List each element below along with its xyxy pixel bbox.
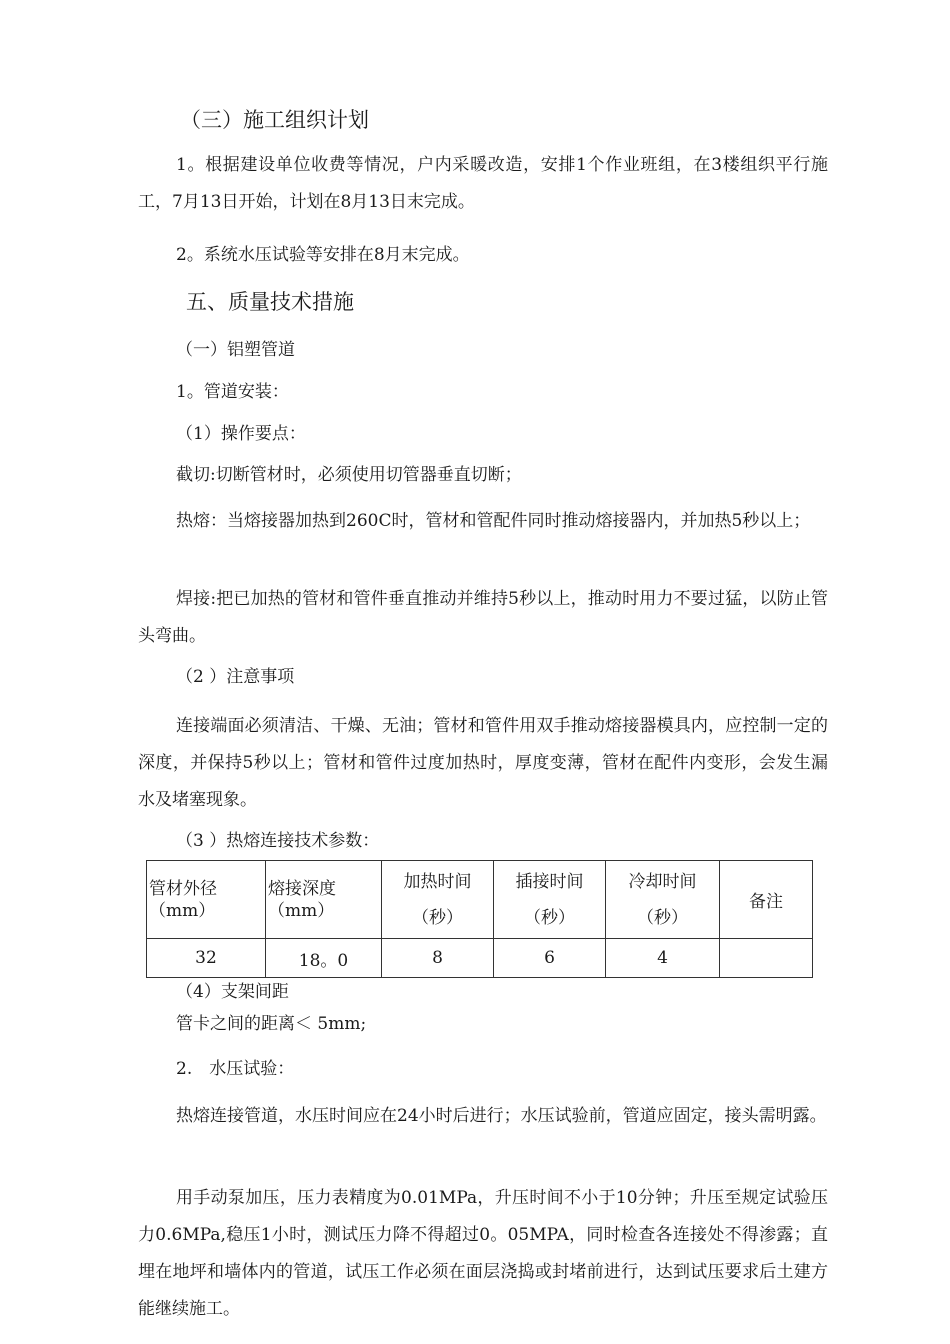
item-heading-hydrostatic-test: 2. 水压试验：: [176, 1059, 295, 1079]
cell-remarks: [720, 939, 813, 978]
item-heading-pipe-installation: 1。管道安装：: [176, 382, 289, 402]
header-label: 冷却时间: [628, 871, 697, 892]
cell-outer-diameter: 32: [147, 939, 266, 978]
subitem-heading-fusion-parameters: （3 ）热熔连接技术参数：: [176, 831, 380, 851]
welding-paragraph: 焊接:把已加热的管材和管件垂直推动并维持5秒以上，推动时用力不要过猛，以防止管头弯曲。: [138, 589, 828, 646]
header-label: 插接时间: [515, 871, 584, 892]
subsection-heading-aluminum-plastic-pipe: （一）铝塑管道: [176, 340, 295, 360]
header-unit: （秒）: [524, 907, 575, 928]
header-label: 加热时间: [403, 871, 472, 892]
header-cell-heating-time: [382, 861, 494, 939]
cell-heating-time: 8: [382, 939, 494, 978]
header-cell-fusion-depth: [266, 861, 382, 939]
cutting-paragraph: 截切:切断管材时，必须使用切管器垂直切断；: [176, 465, 522, 485]
header-cell-remarks: 备注: [720, 861, 813, 939]
header-cell-insertion-time: [494, 861, 606, 939]
header-unit: （mm）: [149, 900, 216, 921]
cell-cooling-time: 4: [606, 939, 720, 978]
cell-fusion-depth: 18。0: [266, 939, 382, 978]
subitem-heading-operation-points: （1）操作要点：: [176, 424, 306, 444]
hydrostatic-paragraph-2: 用手动泵加压，压力表精度为0.01MPa，升压时间不小于10分钟；升压至规定试验压力0.6MPa,稳压1小时，测试压力降不得超过0。05MPA，同时检查各连接处不得渗露；直埋在地坪和墙体内的管道，试压工作必须在面层浇捣或封堵前进行，达到试压要求后土建方能继续施工。: [138, 1188, 828, 1319]
header-unit: （秒）: [412, 907, 463, 928]
header-label: 管材外径: [149, 878, 217, 899]
precautions-paragraph: 连接端面必须清洁、干燥、无油；管材和管件用双手推动熔接器模具内，应控制一定的深度，并保持5秒以上；管材和管件过度加热时，厚度变薄，管材在配件内变形，会发生漏水及堵塞现象。: [138, 716, 828, 810]
table-row: [147, 939, 813, 978]
subitem-heading-precautions: （2 ）注意事项: [176, 667, 295, 687]
heat-melting-paragraph: 热熔：当熔接器加热到260C时，管材和管配件同时推动熔接器内，并加热5秒以上；: [176, 511, 811, 531]
chapter-heading-quality-measures: 五、质量技术措施: [186, 290, 354, 314]
plan-paragraph-1: 1。根据建设单位收费等情况，户内采暖改造，安排1个作业班组，在3楼组织平行施工，7月13日开始，计划在8月13日末完成。: [138, 155, 828, 212]
header-label: 熔接深度: [268, 878, 336, 899]
header-unit: （秒）: [637, 907, 688, 928]
cell-insertion-time: 6: [494, 939, 606, 978]
support-spacing-text: 管卡之间的距离＜ 5mm;: [176, 1014, 367, 1034]
header-cell-cooling-time: [606, 861, 720, 939]
subitem-heading-support-spacing: （4）支架间距: [176, 982, 289, 1002]
header-unit: （mm）: [268, 900, 335, 921]
plan-paragraph-2: 2。系统水压试验等安排在8月末完成。: [176, 245, 470, 265]
section-heading-construction-plan: （三）施工组织计划: [180, 108, 369, 132]
hydrostatic-paragraph-1: 热熔连接管道，水压时间应在24小时后进行；水压试验前，管道应固定，接头需明露。: [176, 1106, 827, 1126]
header-cell-outer-diameter: [147, 861, 266, 939]
table-header-row: [147, 861, 813, 939]
fusion-parameters-table: [146, 860, 813, 978]
